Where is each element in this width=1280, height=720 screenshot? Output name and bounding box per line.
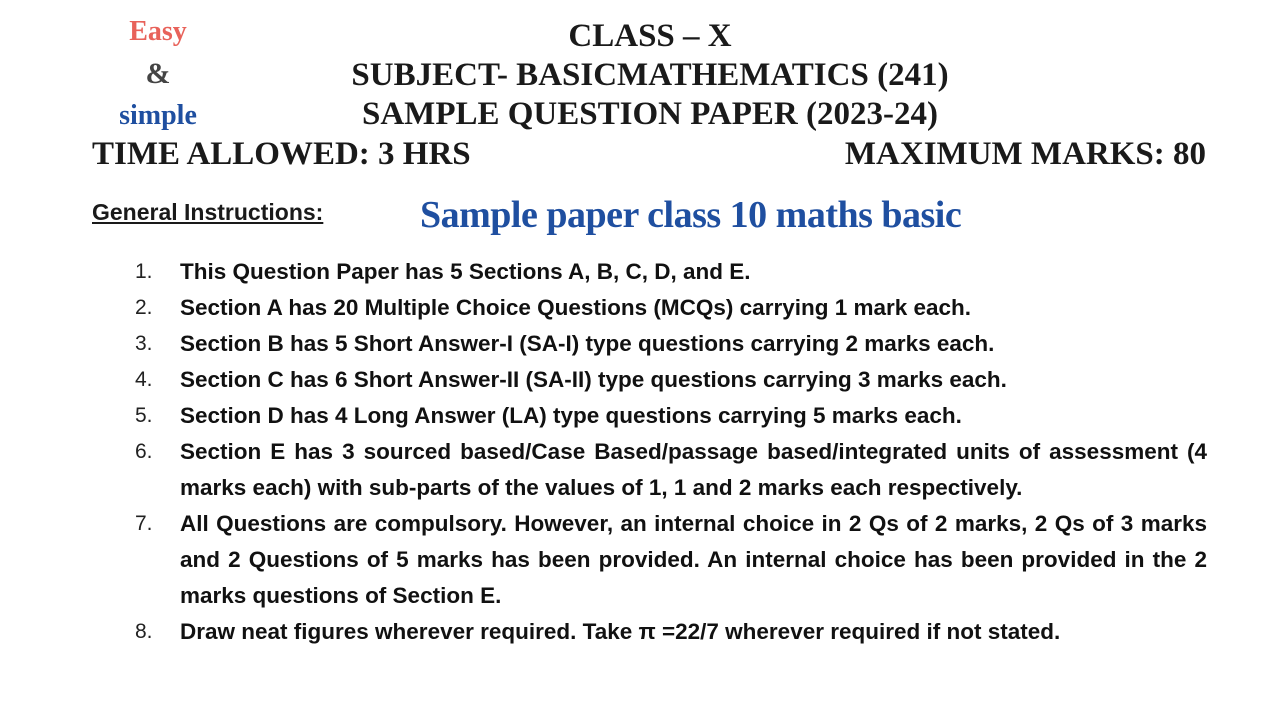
instruction-text: Section E has 3 sourced based/Case Based/passage based/integrated units of assessment (4 marks each) with sub-parts of the values of 1, 1 and 2 marks each respectively.: [180, 439, 1207, 500]
instruction-item: [135, 326, 1207, 362]
badge-ampersand: &: [145, 57, 171, 90]
instruction-number: 1.: [135, 260, 153, 283]
instruction-item: [135, 290, 1207, 326]
instruction-number: 4.: [135, 368, 153, 391]
instruction-text: Section B has 5 Short Answer-I (SA-I) type questions carrying 2 marks each.: [180, 331, 995, 356]
instruction-number: 6.: [135, 440, 153, 463]
badge-simple: simple: [119, 100, 197, 131]
paper-heading: SAMPLE QUESTION PAPER (2023-24): [362, 96, 938, 132]
general-instructions-heading: General Instructions:: [92, 199, 324, 225]
instruction-text: Section C has 6 Short Answer-II (SA-II) type questions carrying 3 marks each.: [180, 367, 1007, 392]
overlay-title: Sample paper class 10 maths basic: [420, 194, 962, 236]
subject-heading: SUBJECT- BASICMATHEMATICS (241): [351, 57, 949, 93]
instruction-item: [135, 614, 1207, 650]
instruction-item: [135, 362, 1207, 398]
instruction-number: 8.: [135, 620, 153, 643]
instruction-number: 2.: [135, 296, 153, 319]
instruction-number: 7.: [135, 512, 153, 535]
maximum-marks: MAXIMUM MARKS: 80: [844, 136, 1206, 172]
instructions-list: [135, 254, 1207, 650]
instruction-item: [135, 254, 1207, 290]
badge-easy: Easy: [129, 16, 187, 47]
time-allowed: TIME ALLOWED: 3 HRS: [92, 136, 471, 172]
instruction-item: [135, 506, 1207, 614]
instruction-item: [135, 398, 1207, 434]
instruction-item: [135, 434, 1207, 506]
instruction-text: All Questions are compulsory. However, an internal choice in 2 Qs of 2 marks, 2 Qs of 3 marks and 2 Questions of 5 marks has been provided. An internal choice has been provided in the 2 marks questions of Section E.: [180, 511, 1207, 608]
instruction-number: 3.: [135, 332, 153, 355]
class-heading: CLASS – X: [568, 18, 732, 54]
instruction-text: Section D has 4 Long Answer (LA) type questions carrying 5 marks each.: [180, 403, 962, 428]
instruction-number: 5.: [135, 404, 153, 427]
instruction-text: Section A has 20 Multiple Choice Questions (MCQs) carrying 1 mark each.: [180, 295, 972, 320]
instruction-text: This Question Paper has 5 Sections A, B, C, D, and E.: [180, 259, 751, 284]
instruction-text: Draw neat figures wherever required. Take π =22/7 wherever required if not stated.: [180, 619, 1061, 644]
